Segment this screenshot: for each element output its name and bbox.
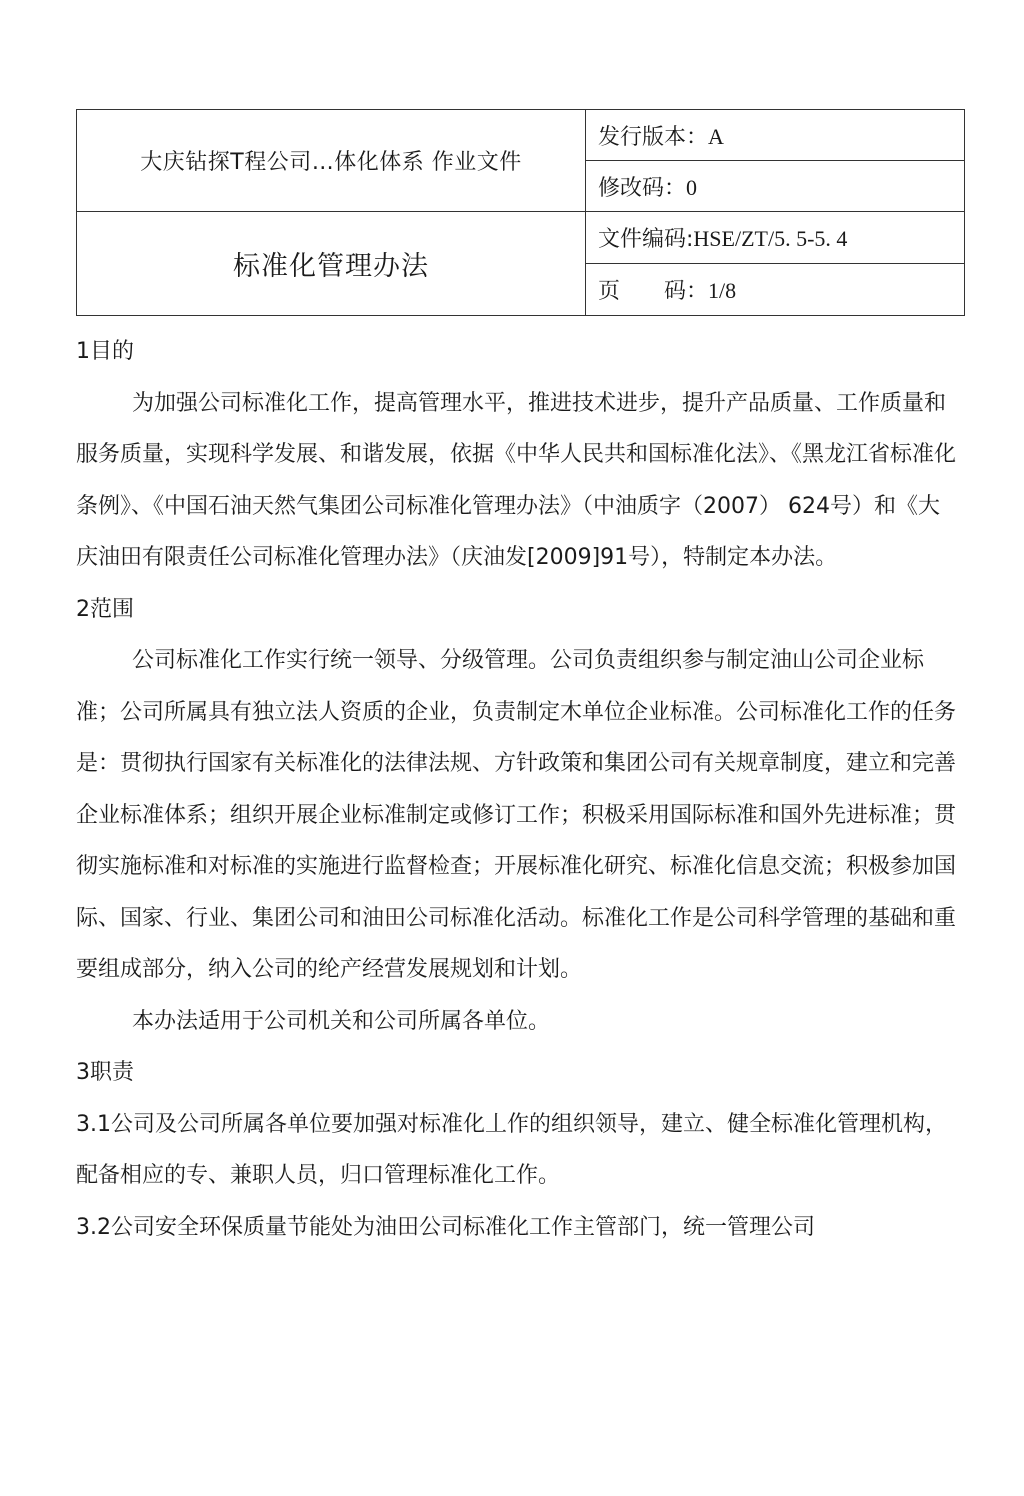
section-heading-scope: 2范围 [76, 596, 134, 622]
version-cell [586, 110, 965, 161]
clause-3-2: 3.2公司安全环保质量节能处为油田公司标准化工作主管部门，统一管理公司 [76, 1214, 815, 1240]
document-title: 标准化管理办法 [233, 251, 429, 282]
version-value: A [708, 123, 724, 149]
section-heading-purpose: 1目的 [76, 339, 134, 364]
page-number-cell [586, 264, 965, 316]
file-code-value: HSE/ZT/5. 5-5. 4 [693, 226, 848, 251]
paragraph-scope-tasks: 公司标准化工作实行统一领导、分级管理。公司负责组织参与制定油山公司企业标准；公司所属具有独立法人资质的企业，负责制定木单位企业标准。公司标准化工作的任务是：贯彻执行国家有关标准化的法律法规、方针政策和集团公司有关规章制度，建立和完善企业标准体系；组织开展企业标准制定或修订工作；积极采用国际标准和国外先进标准；贯彻实施标准和对标准的实施进行监督检查；开展标准化研究、标准化信息交流；积极参加国际、国家、行业、集团公司和油田公司标准化活动。标准化工作是公司科学管理的基础和重要组成部分，纳入公司的纶产经营发展规划和计划。 [76, 648, 957, 982]
company-system-line: 大庆钻探T程公司…体化体系 作业文件 [140, 150, 522, 175]
document-body [76, 326, 956, 1253]
page-number-label: 页 码： [598, 279, 709, 304]
page-number-value: 1/8 [708, 278, 737, 303]
paragraph-scope-applicability: 本办法适用于公司机关和公司所属各单位。 [132, 1008, 551, 1034]
paragraph-purpose: 为加强公司标准化工作，提高管理水平，推进技术进步，提升产品质量、工作质量和服务质量，实现科学发展、和谐发展，依据《中华人民共和国标准化法》、《黑龙江省标准化条例》、《中国石油天然气集团公司标准化管理办法》（中油质字（2007） 624号）和《大庆油田有限责任公司标准化管理办法》（庆油发[2009]91号），特制定本办法。 [76, 390, 957, 570]
file-code-label: 文件编码: [598, 227, 694, 252]
company-system-cell [77, 110, 586, 212]
revision-label: 修改码： [598, 175, 687, 201]
document-title-cell [77, 212, 586, 316]
document-header-table [76, 109, 965, 316]
file-code-cell [586, 212, 965, 264]
section-heading-responsibilities: 3职责 [76, 1060, 134, 1085]
revision-cell [586, 161, 965, 212]
version-label: 发行版本： [598, 124, 709, 150]
revision-value: 0 [686, 174, 698, 200]
clause-3-1: 3.1公司及公司所属各单位要加强对标准化丄作的组织领导，建立、健全标准化管理机构，配备相应的专、兼职人员，归口管理标准化工作。 [76, 1111, 947, 1188]
